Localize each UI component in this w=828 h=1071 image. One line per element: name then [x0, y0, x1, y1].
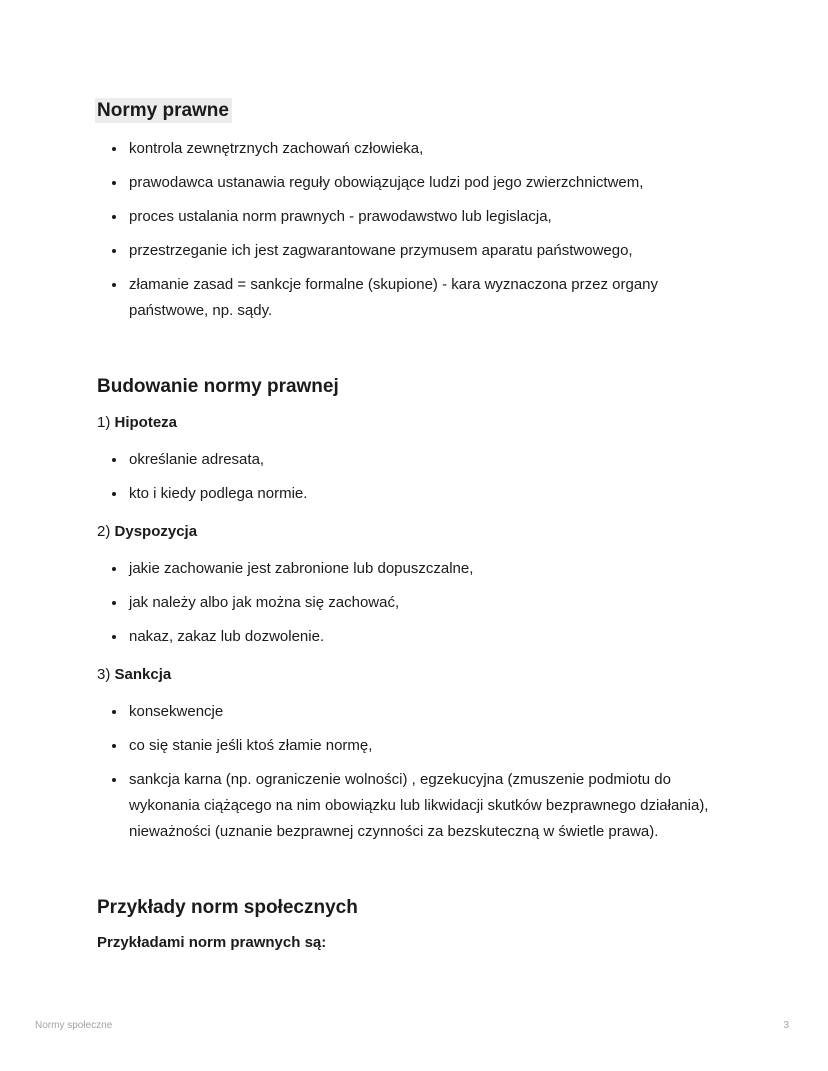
numbered-item-term: Hipoteza [114, 414, 178, 431]
numbered-item-hipoteza [97, 413, 731, 433]
list-item: • jakie zachowanie jest zabronione lub dopuszczalne, [127, 556, 731, 582]
list-item: • konsekwencje [127, 699, 731, 725]
list-item: • sankcja karna (np. ograniczenie wolności) , egzekucyjna (zmuszenie podmiotu do wykonania ciążącego na nim obowiązku lub likwidacji skutków bezprawnego działania), nieważności (uznanie bezprawnej czynności za bezskuteczną w świetle prawa). [127, 767, 731, 845]
section-heading-normy-prawne [97, 99, 731, 122]
numbered-item-prefix: 1) [97, 414, 115, 431]
numbered-item-prefix: 2) [97, 523, 115, 540]
list-item: • jak należy albo jak można się zachować, [127, 590, 731, 616]
numbered-item-term: Sankcja [114, 666, 172, 683]
list-item: • złamanie zasad = sankcje formalne (skupione) - kara wyznaczona przez organy państwowe, np. sądy. [127, 272, 731, 324]
norms-bullet-list [97, 136, 731, 324]
section-heading-przyklady-norm-spolecznych: Przykłady norm społecznych [97, 897, 358, 918]
highlighted-heading-text: Normy prawne [95, 98, 232, 123]
list-item: • proces ustalania norm prawnych - prawodawstwo lub legislacja, [127, 204, 731, 230]
list-item: • określanie adresata, [127, 447, 731, 473]
list-item: • prawodawca ustanawia reguły obowiązujące ludzi pod jego zwierzchnictwem, [127, 170, 731, 196]
numbered-item-prefix: 3) [97, 666, 115, 683]
page-footer [35, 1020, 789, 1032]
list-item: • co się stanie jeśli ktoś złamie normę, [127, 733, 731, 759]
list-item: • przestrzeganie ich jest zagwarantowane przymusem aparatu państwowego, [127, 238, 731, 264]
sankcja-bullet-list [97, 699, 731, 845]
footer-page-number: 3 [783, 1020, 789, 1031]
numbered-item-dyspozycja [97, 522, 731, 542]
list-item: • kto i kiedy podlega normie. [127, 481, 731, 507]
examples-subheading: Przykładami norm prawnych są: [97, 934, 327, 951]
footer-document-title: Normy społeczne [35, 1020, 113, 1031]
section-heading-budowanie-normy-prawnej: Budowanie normy prawnej [97, 376, 339, 397]
numbered-item-sankcja [97, 665, 731, 685]
list-item: • kontrola zewnętrznych zachowań człowieka, [127, 136, 731, 162]
numbered-item-term: Dyspozycja [114, 523, 198, 540]
hipoteza-bullet-list [97, 447, 731, 507]
document-content [97, 99, 731, 953]
dyspozycja-bullet-list [97, 556, 731, 650]
list-item: • nakaz, zakaz lub dozwolenie. [127, 624, 731, 650]
